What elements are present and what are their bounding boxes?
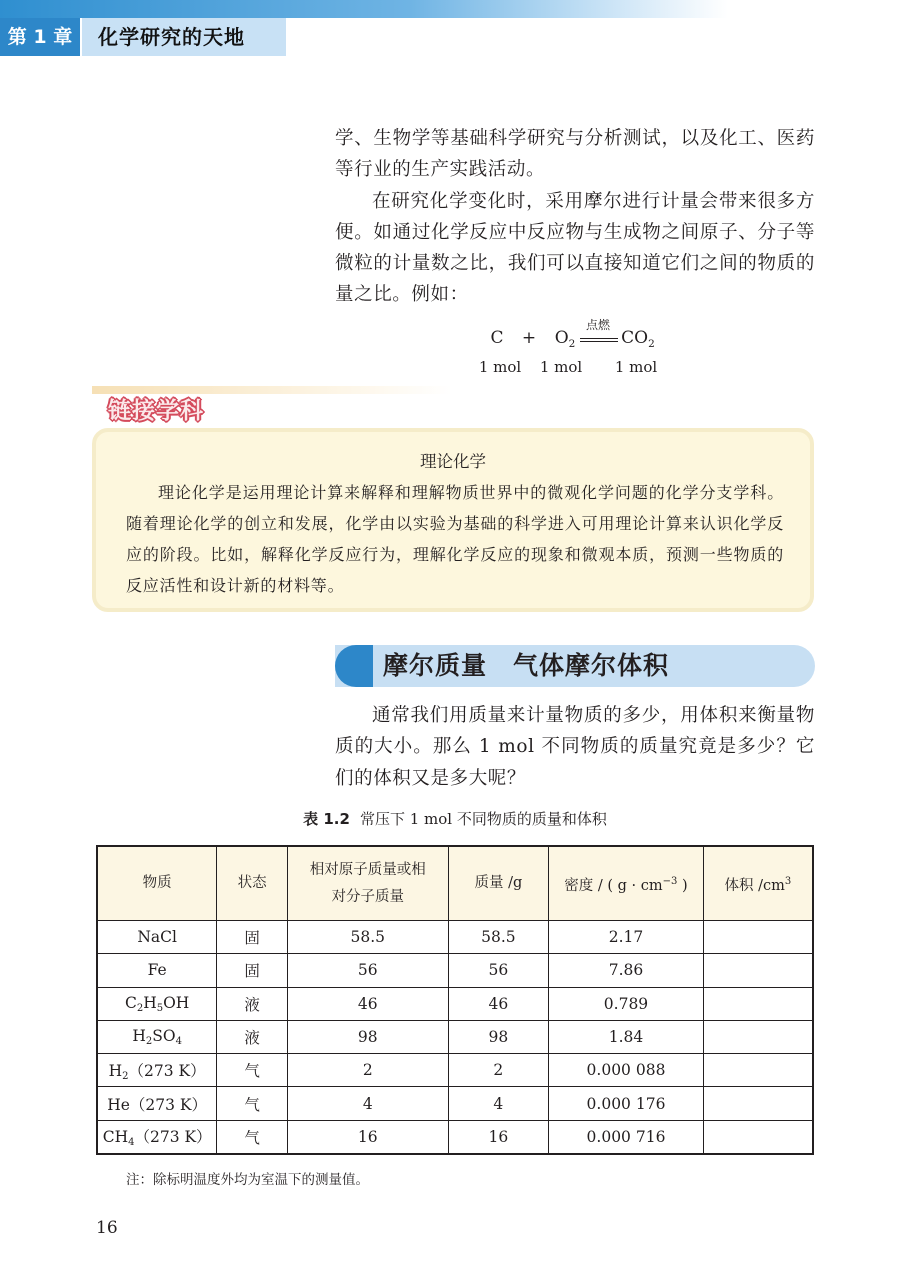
header-state: 状态 (217, 846, 288, 921)
data-table (96, 845, 814, 1155)
cell-state: 气 (217, 1120, 288, 1154)
header-mass: 质量 /g (448, 846, 549, 921)
cell-substance: $H_2SO_4$ (97, 1020, 217, 1053)
cell-mass: 2 (448, 1054, 549, 1087)
cell-mass: 58.5 (448, 921, 549, 954)
cell-substance: $H_2(273$ K） (97, 1054, 217, 1087)
table-row (97, 1120, 813, 1154)
cell-volume (703, 1054, 813, 1087)
header-density: 密度 / ( $g \cdot cm^{-3}$ ) (549, 846, 704, 921)
equation-product-co2: $CO_2$ (621, 328, 655, 350)
cell-relative-mass: 4 (288, 1087, 448, 1120)
cell-state: 固 (217, 954, 288, 987)
link-box-label: 链接学科 (108, 398, 204, 424)
equation-mol-label: 1 mol (478, 358, 522, 376)
cell-relative-mass: 56 (288, 954, 448, 987)
cell-density: 2.17 (549, 921, 704, 954)
cell-substance: NaCl (97, 921, 217, 954)
link-box-title: 理论化学 (420, 452, 486, 471)
equation-reactant-o2: $O_2$ (554, 328, 576, 350)
section-heading-cap (335, 645, 373, 687)
cell-density: 0.000 716 (549, 1120, 704, 1154)
cell-relative-mass: 58.5 (288, 921, 448, 954)
table-caption-text: 常压下 1 mol 不同物质的质量和体积 (359, 810, 607, 828)
chemical-equation (0, 0, 910, 400)
cell-volume (703, 1020, 813, 1053)
table-caption (96, 808, 814, 829)
chapter-title: 化学研究的天地 (82, 18, 286, 56)
cell-substance: $C_2H_5OH$ (97, 987, 217, 1020)
cell-mass: 46 (448, 987, 549, 1020)
equation-mol-label: 1 mol (614, 358, 658, 376)
cell-mass: 16 (448, 1120, 549, 1154)
table-row (97, 1020, 813, 1053)
cell-relative-mass: 2 (288, 1054, 448, 1087)
section-title: 摩尔质量 气体摩尔体积 (383, 651, 670, 680)
table-row (97, 1087, 813, 1120)
cell-mass: 4 (448, 1087, 549, 1120)
chapter-number: 第 1 章 (0, 18, 80, 56)
section-paragraph: 通常我们用质量来计量物质的多少，用体积来衡量物质的大小。那么 1 mol 不同物质的质量究竟是多少？它们的体积又是多大呢？ (335, 705, 815, 789)
table-row (97, 921, 813, 954)
cell-state: 液 (217, 987, 288, 1020)
section-text (335, 700, 815, 794)
header-substance: 物质 (97, 846, 217, 921)
equation-plus: + (521, 328, 537, 348)
link-box-text: 理论化学是运用理论计算来解释和理解物质世界中的微观化学问题的化学分支学科。随着理论化学的创立和发展，化学由以实验为基础的科学进入可用理论计算来认识化学反应的阶段。比如，解释化学反应行为，理解化学反应的现象和微观本质，预测一些物质的反应活性和设计新的材料等。 (126, 483, 784, 595)
table-header-row (97, 846, 813, 921)
equation-reactant-c: C (490, 328, 504, 348)
equation-mol-label: 1 mol (539, 358, 583, 376)
cell-volume (703, 921, 813, 954)
cell-relative-mass: 98 (288, 1020, 448, 1053)
intro-paragraph: 在研究化学变化时，采用摩尔进行计量会带来很多方便。如通过化学反应中反应物与生成物之间原子、分子等微粒的计量数之比，我们可以直接知道它们之间的物质的量之比。例如： (335, 190, 815, 306)
cell-density: 0.789 (549, 987, 704, 1020)
cell-substance: Fe (97, 954, 217, 987)
table-row (97, 954, 813, 987)
table-row (97, 987, 813, 1020)
cell-density: 1.84 (549, 1020, 704, 1053)
cell-volume (703, 987, 813, 1020)
header-volume: 体积 $/cm^3$ (703, 846, 813, 921)
cell-state: 固 (217, 921, 288, 954)
cell-state: 气 (217, 1087, 288, 1120)
table-row (97, 1054, 813, 1087)
cell-volume (703, 1120, 813, 1154)
cell-mass: 56 (448, 954, 549, 987)
table-note: 注：除标明温度外均为室温下的测量值。 (126, 1172, 369, 1188)
header-relative-mass: 相对原子质量或相 对分子质量 (288, 846, 448, 921)
table-caption-label: 表 1.2 (303, 810, 350, 828)
equation-arrow (580, 338, 618, 342)
cell-density: 0.000 088 (549, 1054, 704, 1087)
cell-volume (703, 954, 813, 987)
cell-density: 7.86 (549, 954, 704, 987)
intro-paragraph: 学、生物学等基础科学研究与分析测试，以及化工、医药等行业的生产实践活动。 (335, 128, 815, 181)
cell-relative-mass: 16 (288, 1120, 448, 1154)
cell-state: 气 (217, 1054, 288, 1087)
equation-condition: 点燃 (585, 318, 610, 332)
cell-substance: $CH_4(273$ K） (97, 1120, 217, 1154)
cell-volume (703, 1087, 813, 1120)
cell-substance: He（273 K） (97, 1087, 217, 1120)
cell-mass: 98 (448, 1020, 549, 1053)
page-number: 16 (96, 1218, 118, 1238)
cell-state: 液 (217, 1020, 288, 1053)
cell-density: 0.000 176 (549, 1087, 704, 1120)
cell-relative-mass: 46 (288, 987, 448, 1020)
